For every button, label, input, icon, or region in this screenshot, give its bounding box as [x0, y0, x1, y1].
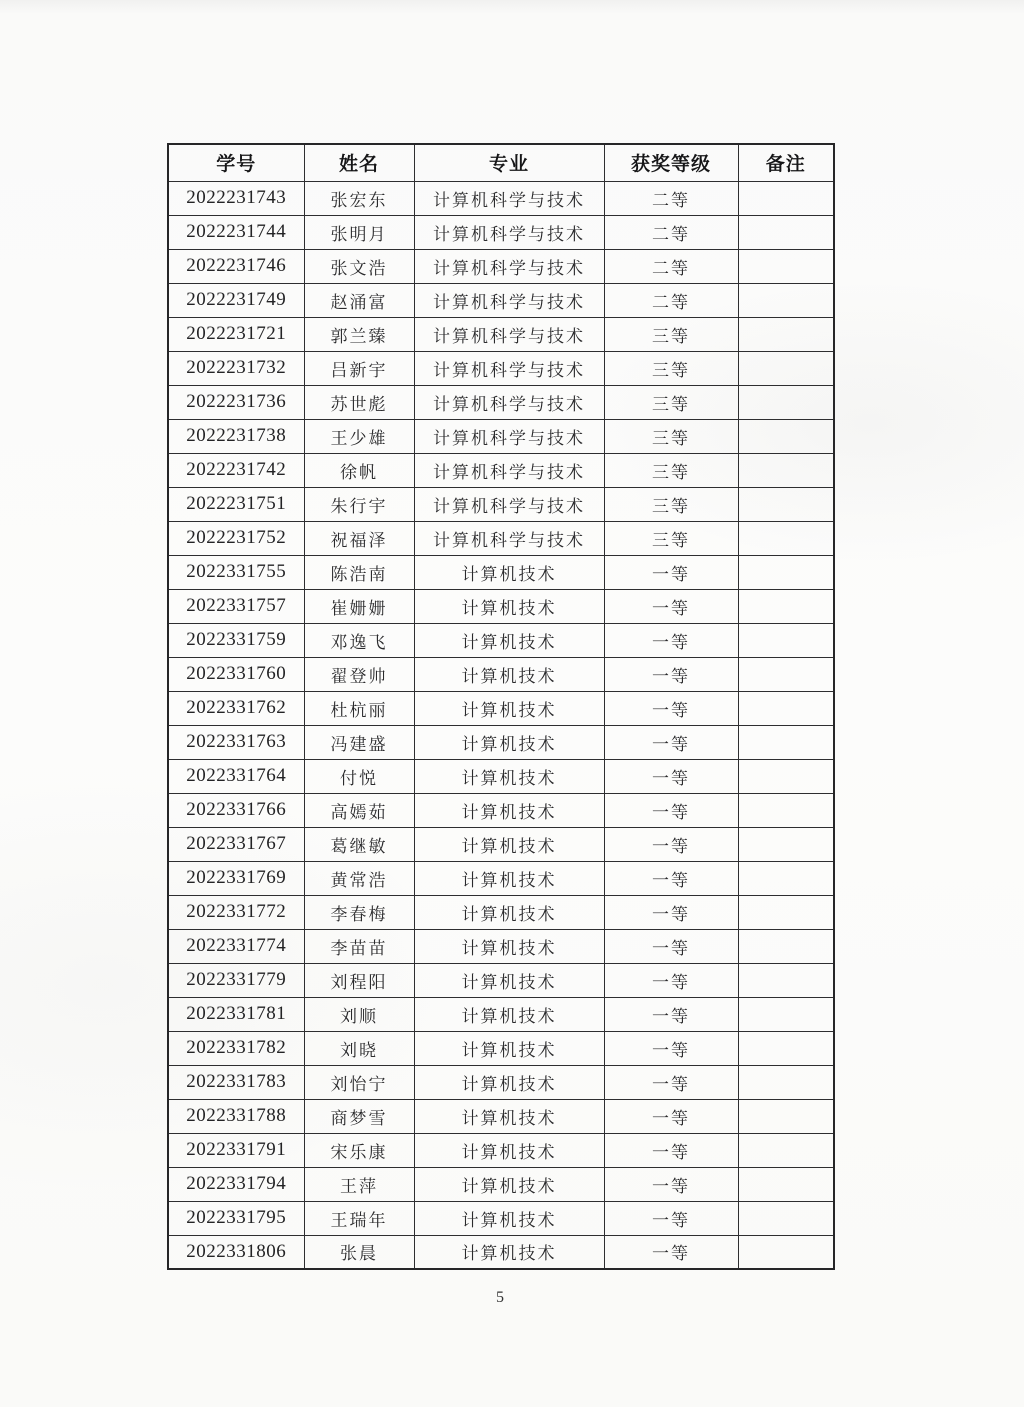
cell-student-id: 2022231752 — [168, 521, 304, 555]
cell-note — [738, 589, 834, 623]
cell-student-id: 2022331788 — [168, 1099, 304, 1133]
cell-student-id: 2022331795 — [168, 1201, 304, 1235]
cell-award-level: 一等 — [604, 657, 738, 691]
cell-award-level: 三等 — [604, 521, 738, 555]
cell-major: 计算机技术 — [414, 793, 604, 827]
cell-student-id: 2022231749 — [168, 283, 304, 317]
cell-major: 计算机技术 — [414, 861, 604, 895]
cell-award-level: 一等 — [604, 861, 738, 895]
cell-note — [738, 1031, 834, 1065]
cell-name: 张明月 — [304, 215, 414, 249]
page-number: 5 — [496, 1289, 504, 1306]
cell-award-level: 一等 — [604, 793, 738, 827]
table-row — [168, 997, 834, 1031]
cell-major: 计算机科学与技术 — [414, 419, 604, 453]
cell-major: 计算机科学与技术 — [414, 453, 604, 487]
cell-award-level: 三等 — [604, 317, 738, 351]
cell-award-level: 一等 — [604, 1099, 738, 1133]
cell-note — [738, 623, 834, 657]
table-row — [168, 1201, 834, 1235]
cell-major: 计算机技术 — [414, 691, 604, 725]
cell-note — [738, 1167, 834, 1201]
cell-major: 计算机科学与技术 — [414, 487, 604, 521]
cell-note — [738, 419, 834, 453]
cell-name: 翟登帅 — [304, 657, 414, 691]
cell-name: 邓逸飞 — [304, 623, 414, 657]
table-row — [168, 861, 834, 895]
cell-note — [738, 521, 834, 555]
cell-major: 计算机科学与技术 — [414, 385, 604, 419]
table-row — [168, 1099, 834, 1133]
cell-award-level: 一等 — [604, 725, 738, 759]
table-row — [168, 589, 834, 623]
cell-name: 李苗苗 — [304, 929, 414, 963]
table-row — [168, 385, 834, 419]
cell-student-id: 2022331762 — [168, 691, 304, 725]
cell-name: 赵涌富 — [304, 283, 414, 317]
cell-award-level: 三等 — [604, 487, 738, 521]
table-header-row — [168, 144, 834, 181]
table-row — [168, 963, 834, 997]
cell-award-level: 一等 — [604, 589, 738, 623]
cell-major: 计算机科学与技术 — [414, 215, 604, 249]
table-row — [168, 895, 834, 929]
cell-student-id: 2022331779 — [168, 963, 304, 997]
cell-major: 计算机技术 — [414, 725, 604, 759]
table-row — [168, 1167, 834, 1201]
cell-award-level: 一等 — [604, 929, 738, 963]
cell-student-id: 2022231721 — [168, 317, 304, 351]
cell-student-id: 2022231738 — [168, 419, 304, 453]
cell-award-level: 一等 — [604, 623, 738, 657]
cell-award-level: 一等 — [604, 827, 738, 861]
cell-name: 刘怡宁 — [304, 1065, 414, 1099]
table-row — [168, 215, 834, 249]
cell-note — [738, 997, 834, 1031]
cell-student-id: 2022331757 — [168, 589, 304, 623]
cell-note — [738, 793, 834, 827]
cell-student-id: 2022231736 — [168, 385, 304, 419]
cell-student-id: 2022231732 — [168, 351, 304, 385]
cell-major: 计算机技术 — [414, 1031, 604, 1065]
cell-award-level: 二等 — [604, 283, 738, 317]
cell-note — [738, 1133, 834, 1167]
table-row — [168, 283, 834, 317]
cell-name: 王萍 — [304, 1167, 414, 1201]
table-row — [168, 249, 834, 283]
cell-major: 计算机技术 — [414, 1167, 604, 1201]
cell-major: 计算机科学与技术 — [414, 521, 604, 555]
cell-major: 计算机技术 — [414, 759, 604, 793]
cell-award-level: 三等 — [604, 453, 738, 487]
cell-student-id: 2022331763 — [168, 725, 304, 759]
cell-name: 祝福泽 — [304, 521, 414, 555]
table-row — [168, 521, 834, 555]
cell-name: 商梦雪 — [304, 1099, 414, 1133]
scan-artifact — [0, 0, 1024, 14]
cell-student-id: 2022231742 — [168, 453, 304, 487]
cell-major: 计算机科学与技术 — [414, 283, 604, 317]
cell-award-level: 三等 — [604, 351, 738, 385]
table-row — [168, 181, 834, 215]
cell-note — [738, 1099, 834, 1133]
cell-award-level: 二等 — [604, 181, 738, 215]
cell-student-id: 2022331774 — [168, 929, 304, 963]
cell-award-level: 一等 — [604, 1235, 738, 1269]
cell-award-level: 一等 — [604, 963, 738, 997]
cell-note — [738, 759, 834, 793]
cell-major: 计算机技术 — [414, 997, 604, 1031]
cell-major: 计算机技术 — [414, 1235, 604, 1269]
cell-award-level: 三等 — [604, 385, 738, 419]
cell-name: 朱行宇 — [304, 487, 414, 521]
cell-student-id: 2022331767 — [168, 827, 304, 861]
cell-major: 计算机技术 — [414, 1099, 604, 1133]
cell-student-id: 2022331783 — [168, 1065, 304, 1099]
cell-name: 刘程阳 — [304, 963, 414, 997]
cell-award-level: 一等 — [604, 997, 738, 1031]
cell-note — [738, 929, 834, 963]
cell-name: 高嫣茹 — [304, 793, 414, 827]
award-table — [167, 143, 835, 1270]
cell-major: 计算机技术 — [414, 1201, 604, 1235]
cell-note — [738, 487, 834, 521]
cell-note — [738, 351, 834, 385]
table-row — [168, 657, 834, 691]
table-row — [168, 1133, 834, 1167]
table-row — [168, 793, 834, 827]
cell-student-id: 2022231744 — [168, 215, 304, 249]
cell-award-level: 二等 — [604, 249, 738, 283]
cell-name: 张晨 — [304, 1235, 414, 1269]
cell-note — [738, 1065, 834, 1099]
table-row — [168, 691, 834, 725]
cell-name: 杜杭丽 — [304, 691, 414, 725]
cell-note — [738, 453, 834, 487]
col-header-name: 姓名 — [304, 144, 414, 181]
table-row — [168, 929, 834, 963]
cell-note — [738, 555, 834, 589]
cell-major: 计算机技术 — [414, 895, 604, 929]
table-row — [168, 555, 834, 589]
cell-note — [738, 725, 834, 759]
cell-award-level: 一等 — [604, 1201, 738, 1235]
cell-student-id: 2022331759 — [168, 623, 304, 657]
cell-note — [738, 1235, 834, 1269]
cell-note — [738, 895, 834, 929]
cell-major: 计算机技术 — [414, 555, 604, 589]
cell-name: 徐帆 — [304, 453, 414, 487]
cell-note — [738, 385, 834, 419]
cell-student-id: 2022331772 — [168, 895, 304, 929]
cell-award-level: 一等 — [604, 691, 738, 725]
cell-note — [738, 249, 834, 283]
cell-note — [738, 827, 834, 861]
cell-award-level: 一等 — [604, 1167, 738, 1201]
cell-name: 李春梅 — [304, 895, 414, 929]
cell-note — [738, 283, 834, 317]
col-header-award-level: 获奖等级 — [604, 144, 738, 181]
cell-major: 计算机技术 — [414, 1133, 604, 1167]
cell-student-id: 2022331760 — [168, 657, 304, 691]
cell-student-id: 2022231751 — [168, 487, 304, 521]
table-row — [168, 1065, 834, 1099]
table-row — [168, 623, 834, 657]
col-header-note: 备注 — [738, 144, 834, 181]
cell-award-level: 一等 — [604, 759, 738, 793]
cell-student-id: 2022331782 — [168, 1031, 304, 1065]
cell-note — [738, 317, 834, 351]
cell-name: 宋乐康 — [304, 1133, 414, 1167]
cell-award-level: 一等 — [604, 1133, 738, 1167]
cell-major: 计算机技术 — [414, 1065, 604, 1099]
table-row — [168, 419, 834, 453]
cell-name: 陈浩南 — [304, 555, 414, 589]
cell-award-level: 一等 — [604, 555, 738, 589]
cell-student-id: 2022331791 — [168, 1133, 304, 1167]
table-body — [168, 181, 834, 1269]
cell-name: 付悦 — [304, 759, 414, 793]
cell-major: 计算机技术 — [414, 589, 604, 623]
cell-name: 王少雄 — [304, 419, 414, 453]
cell-award-level: 二等 — [604, 215, 738, 249]
cell-name: 吕新宇 — [304, 351, 414, 385]
cell-name: 葛继敏 — [304, 827, 414, 861]
table-row — [168, 317, 834, 351]
cell-major: 计算机技术 — [414, 623, 604, 657]
cell-name: 刘顺 — [304, 997, 414, 1031]
table-row — [168, 453, 834, 487]
cell-major: 计算机技术 — [414, 827, 604, 861]
cell-major: 计算机科学与技术 — [414, 249, 604, 283]
cell-student-id: 2022331781 — [168, 997, 304, 1031]
cell-award-level: 一等 — [604, 895, 738, 929]
cell-student-id: 2022331755 — [168, 555, 304, 589]
table-row — [168, 725, 834, 759]
table-row — [168, 759, 834, 793]
cell-major: 计算机科学与技术 — [414, 351, 604, 385]
cell-award-level: 一等 — [604, 1065, 738, 1099]
cell-award-level: 三等 — [604, 419, 738, 453]
cell-name: 张宏东 — [304, 181, 414, 215]
cell-student-id: 2022331764 — [168, 759, 304, 793]
cell-name: 黄常浩 — [304, 861, 414, 895]
cell-name: 冯建盛 — [304, 725, 414, 759]
cell-note — [738, 691, 834, 725]
cell-student-id: 2022231746 — [168, 249, 304, 283]
table-row — [168, 351, 834, 385]
table-row — [168, 1235, 834, 1269]
col-header-major: 专业 — [414, 144, 604, 181]
cell-name: 刘晓 — [304, 1031, 414, 1065]
table-row — [168, 487, 834, 521]
cell-major: 计算机技术 — [414, 929, 604, 963]
cell-student-id: 2022331806 — [168, 1235, 304, 1269]
cell-major: 计算机技术 — [414, 963, 604, 997]
table-row — [168, 1031, 834, 1065]
cell-award-level: 一等 — [604, 1031, 738, 1065]
cell-student-id: 2022331769 — [168, 861, 304, 895]
cell-note — [738, 215, 834, 249]
cell-name: 张文浩 — [304, 249, 414, 283]
table-row — [168, 827, 834, 861]
cell-note — [738, 657, 834, 691]
cell-major: 计算机科学与技术 — [414, 317, 604, 351]
cell-name: 王瑞年 — [304, 1201, 414, 1235]
cell-student-id: 2022331794 — [168, 1167, 304, 1201]
cell-student-id: 2022231743 — [168, 181, 304, 215]
col-header-student-id: 学号 — [168, 144, 304, 181]
cell-name: 苏世彪 — [304, 385, 414, 419]
cell-note — [738, 861, 834, 895]
cell-note — [738, 963, 834, 997]
cell-note — [738, 181, 834, 215]
cell-name: 崔姗姗 — [304, 589, 414, 623]
cell-student-id: 2022331766 — [168, 793, 304, 827]
cell-major: 计算机技术 — [414, 657, 604, 691]
cell-major: 计算机科学与技术 — [414, 181, 604, 215]
cell-note — [738, 1201, 834, 1235]
cell-name: 郭兰臻 — [304, 317, 414, 351]
